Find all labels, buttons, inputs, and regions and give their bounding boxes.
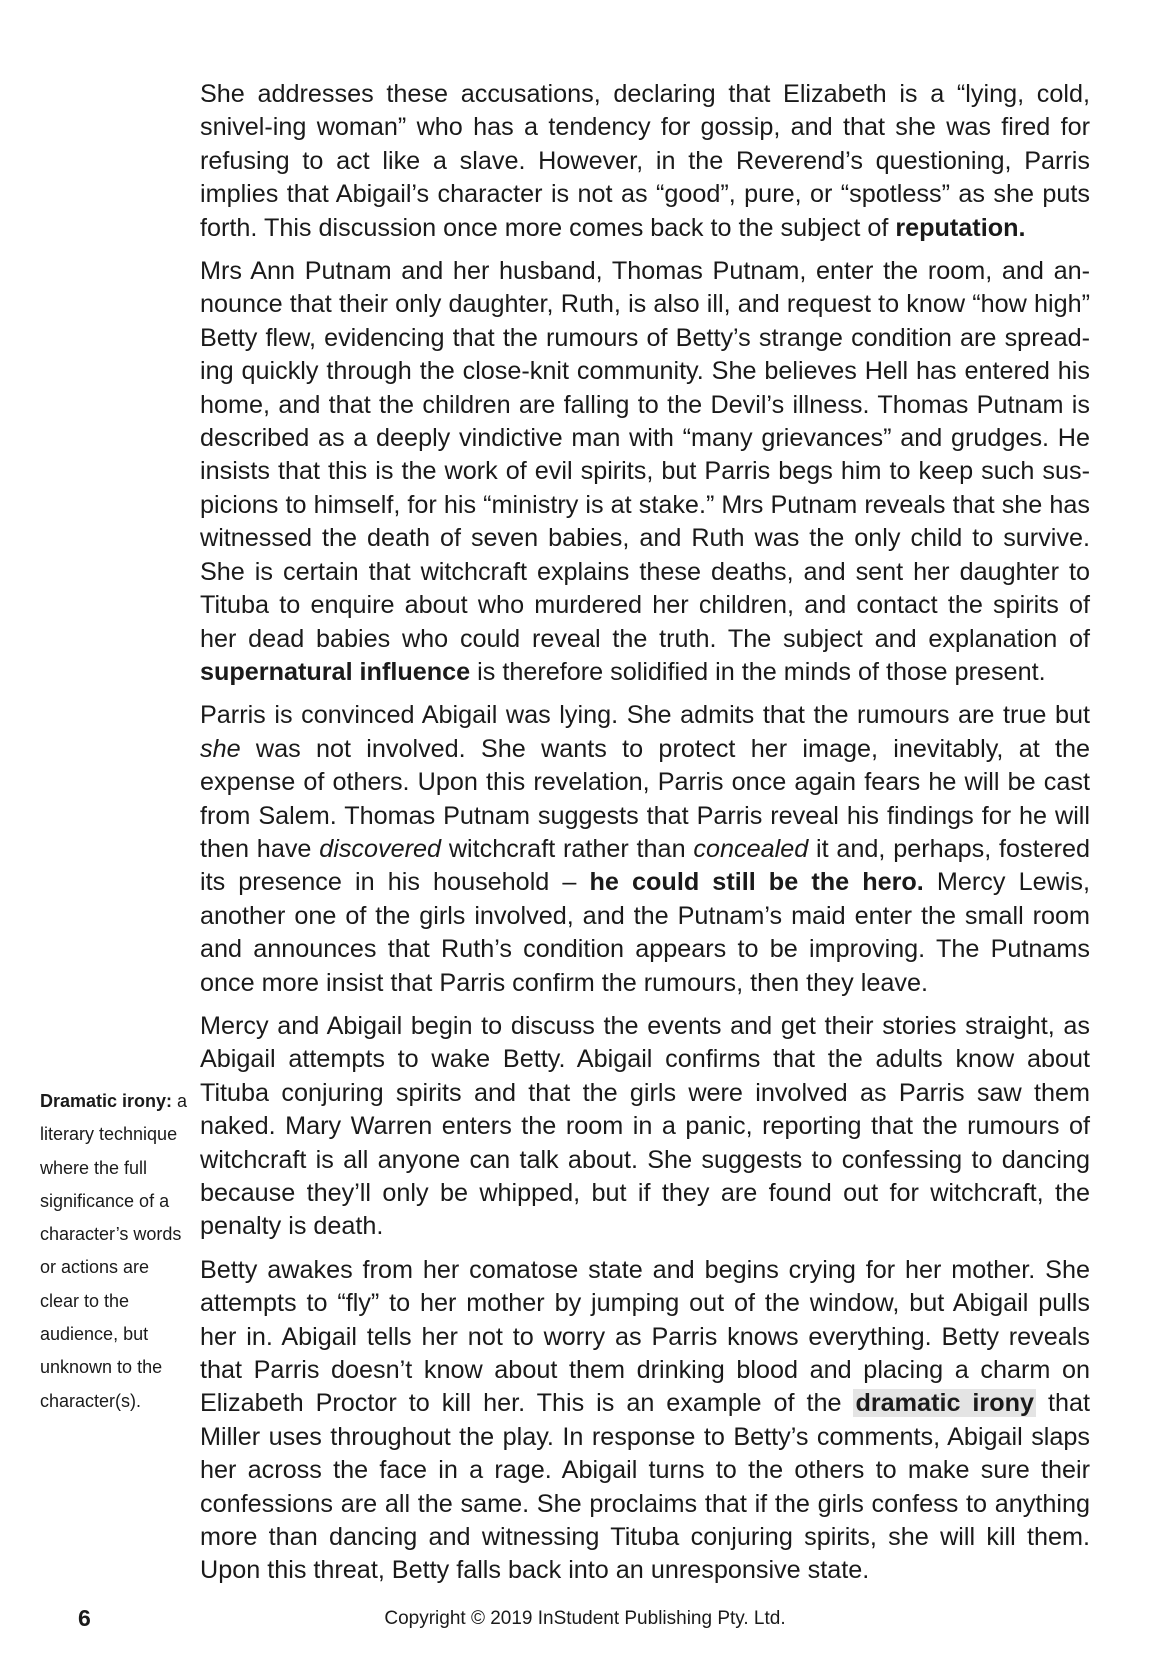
paragraph-5-text: Betty awakes from her comatose state and begins crying for her mother. She attempts to “fly” to her mother by jumping out of the window, but Abigail pulls her in. Abigail tells her not to worry as Parris knows everything. Betty reveals that Parris doesn’t know about them drinking blood and placing a charm on Elizabeth Proctor to kill her. This is an example of the bbox=[200, 1255, 1090, 1418]
bold-supernatural-influence: supernatural influence bbox=[200, 657, 471, 686]
glossary-sidebar bbox=[40, 1085, 190, 1418]
paragraph-2-text: Mrs Ann Putnam and her husband, Thomas Putnam, enter the room, and an-nounce that their only daughter, Ruth, is also ill, and request to know “how high” Betty flew, evidencing that the rumours of Betty’s strange condition are spread-ing quickly through the close-knit community. She believes Hell has entered his home, and that the children are falling to the Devil’s illness. Thomas Putnam is described as a deeply vindictive man with “many grievances” and grudges. He insists that this is the work of evil spirits, but Parris begs him to keep such sus-picions to himself, for his “ministry is at stake.” Mrs Putnam reveals that she has witnessed the death of seven babies, and Ruth was the only child to survive. She is certain that witchcraft explains these deaths, and sent her daughter to Tituba to enquire about who murdered her children, and contact the spirits of her dead babies who could reveal the truth. The subject and explanation of bbox=[200, 257, 1090, 653]
italic-discovered: discovered bbox=[319, 834, 442, 863]
paragraph-3-text-2: was not involved. She wants to protect her image, inevitably, at the expense of others. Upon this revelation, Parris once again fears he will be cast from Salem. Thomas Putnam suggests that Parris reveal his findings for he will then have bbox=[200, 734, 1090, 863]
glossary-term: Dramatic irony: bbox=[40, 1091, 173, 1111]
paragraph-4 bbox=[200, 1010, 1090, 1244]
highlighted-dramatic-irony: dramatic irony bbox=[855, 1389, 1035, 1418]
main-text-column bbox=[200, 78, 1090, 1598]
paragraph-1 bbox=[200, 78, 1090, 245]
paragraph-5 bbox=[200, 1254, 1090, 1588]
paragraph-2-text-end: is therefore solidified in the minds of those present. bbox=[470, 657, 1046, 686]
copyright-footer: Copyright © 2019 InStudent Publishing Pty. Ltd. bbox=[384, 1608, 786, 1629]
page-number: 6 bbox=[78, 1605, 91, 1631]
paragraph-1-text: She addresses these accusations, declaring that Elizabeth is a “lying, cold, snivel-ing woman” who has a tendency for gossip, and that she was fired for refusing to act like a slave. However, in the Reverend’s questioning, Parris implies that Abigail’s character is not as “good”, pure, or “spotless” as she puts forth. This discussion once more comes back to the subject of bbox=[200, 80, 1090, 242]
paragraph-4-text: Mercy and Abigail begin to discuss the events and get their stories straight, as Abigail attempts to wake Betty. Abigail confirms that the adults know about Tituba conjuring spirits and that the girls were involved as Parris saw them naked. Mary Warren enters the room in a panic, reporting that the rumours of witchcraft is all anyone can talk about. She suggests to confessing to dancing because they’ll only be whipped, but if they are found out for witchcraft, the penalty is death. bbox=[200, 1011, 1090, 1241]
italic-she: she bbox=[200, 734, 241, 763]
paragraph-2 bbox=[200, 255, 1090, 689]
paragraph-3-text-5: Mercy Lewis, another one of the girls involved, and the Putnam’s maid enter the small room and announces that Ruth’s condition appears to be improving. The Putnams once more insist that Parris confirm the rumours, then they leave. bbox=[200, 868, 1090, 997]
italic-concealed: concealed bbox=[693, 834, 809, 863]
paragraph-5-text-end: that Miller uses throughout the play. In response to Betty’s comments, Abigail slaps her across the face in a rage. Abigail turns to the others to make sure their confessions are all the same. She proclaims that if the girls confess to anything more than dancing and witnessing Tituba conjuring spirits, she will kill them. Upon this threat, Betty falls back into an unresponsive state. bbox=[200, 1389, 1091, 1585]
paragraph-3 bbox=[200, 699, 1090, 1000]
paragraph-3-text: Parris is convinced Abigail was lying. She admits that the rumours are true but bbox=[200, 701, 1090, 730]
glossary-definition: a literary technique where the full significance of a character’s words or actions are clear to the audience, but unknown to the character(s). bbox=[40, 1091, 188, 1411]
bold-hero: he could still be the hero. bbox=[589, 868, 924, 897]
bold-reputation: reputation. bbox=[895, 213, 1026, 242]
paragraph-3-text-3: witchcraft rather than bbox=[441, 834, 694, 863]
paragraph-3-text-4: it and, perhaps, fostered its presence in his household – bbox=[200, 834, 1091, 897]
